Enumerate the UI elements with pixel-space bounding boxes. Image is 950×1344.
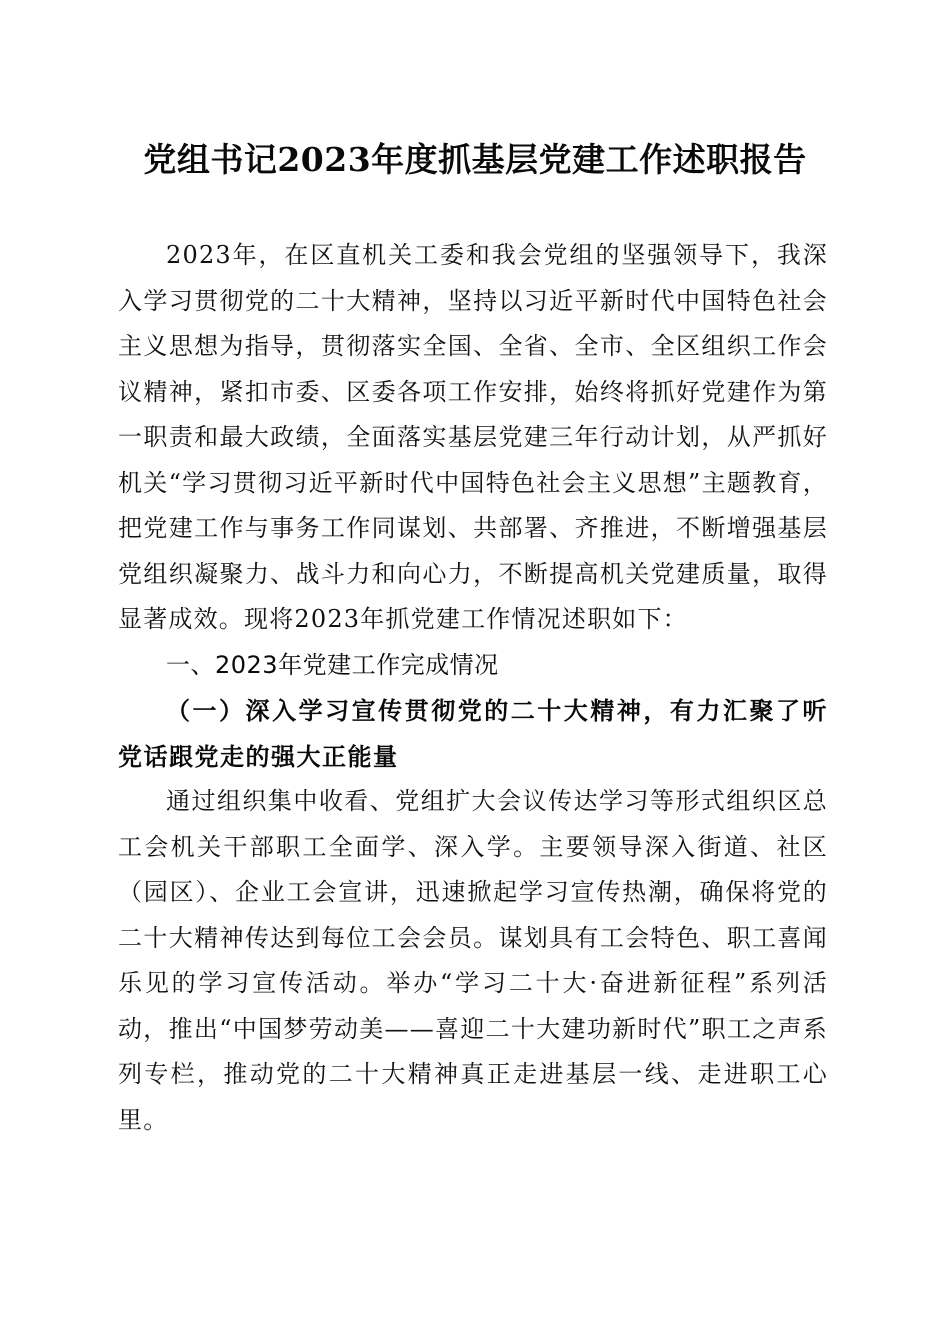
subsection-heading: （一）深入学习宣传贯彻党的二十大精神，有力汇聚了听党话跟党走的强大正能量 [118, 696, 828, 771]
document-body [118, 233, 828, 1143]
document-title: 党组书记2023年度抓基层党建工作述职报告 [143, 140, 807, 179]
section-heading: 一、2023年党建工作完成情况 [166, 650, 499, 679]
intro-paragraph: 2023年，在区直机关工委和我会党组的坚强领导下，我深入学习贯彻党的二十大精神，坚持以习近平新时代中国特色社会主义思想为指导，贯彻落实全国、全省、全市、全区组织工作会议精神，紧扣市委、区委各项工作安排，始终将抓好党建作为第一职责和最大政绩，全面落实基层党建三年行动计划，从严抓好机关“学习贯彻习近平新时代中国特色社会主义思想”主题教育，把党建工作与事务工作同谋划、共部署、齐推进，不断增强基层党组织凝聚力、战斗力和向心力，不断提高机关党建质量，取得显著成效。现将2023年抓党建工作情况述职如下： [118, 241, 828, 633]
subsection-paragraph: 通过组织集中收看、党组扩大会议传达学习等形式组织区总工会机关干部职工全面学、深入学。主要领导深入街道、社区（园区）、企业工会宣讲，迅速掀起学习宣传热潮，确保将党的二十大精神传达到每位工会会员。谋划具有工会特色、职工喜闻乐见的学习宣传活动。举办“学习二十大·奋进新征程”系列活动，推出“中国梦劳动美——喜迎二十大建功新时代”职工之声系列专栏，推动党的二十大精神真正走进基层一线、走进职工心里。 [118, 787, 828, 1134]
